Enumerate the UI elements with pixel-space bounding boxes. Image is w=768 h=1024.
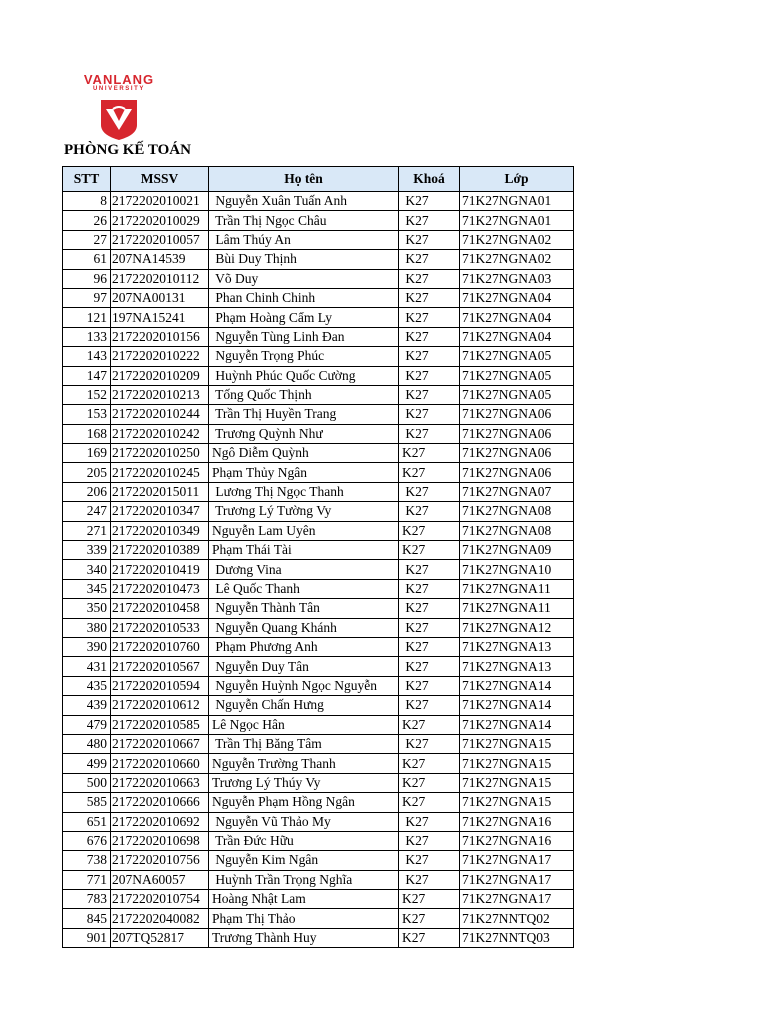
cell-khoa: K27 (399, 773, 460, 792)
cell-stt: 499 (63, 754, 111, 773)
cell-name: Trương Lý Tường Vy (209, 502, 399, 521)
cell-name: Trần Thị Ngọc Châu (209, 211, 399, 230)
cell-lop: 71K27NGNA15 (460, 754, 574, 773)
cell-khoa: K27 (399, 502, 460, 521)
department-title: PHÒNG KẾ TOÁN (64, 142, 191, 158)
cell-lop: 71K27NGNA06 (460, 463, 574, 482)
vanlang-logo (74, 72, 164, 144)
cell-lop: 71K27NGNA17 (460, 870, 574, 889)
table-row (63, 405, 574, 424)
cell-mssv: 2172202010533 (111, 618, 209, 637)
cell-name: Huỳnh Phúc Quốc Cường (209, 366, 399, 385)
cell-stt: 206 (63, 482, 111, 501)
cell-khoa: K27 (399, 618, 460, 637)
cell-stt: 152 (63, 385, 111, 404)
cell-khoa: K27 (399, 463, 460, 482)
cell-khoa: K27 (399, 851, 460, 870)
cell-khoa: K27 (399, 676, 460, 695)
cell-stt: 205 (63, 463, 111, 482)
cell-lop: 71K27NGNA05 (460, 366, 574, 385)
table-row (63, 444, 574, 463)
cell-mssv: 207NA14539 (111, 250, 209, 269)
cell-name: Nguyễn Lam Uyên (209, 521, 399, 540)
table-row (63, 851, 574, 870)
cell-khoa: K27 (399, 366, 460, 385)
cell-mssv: 2172202010021 (111, 192, 209, 211)
cell-mssv: 2172202010156 (111, 327, 209, 346)
cell-stt: 169 (63, 444, 111, 463)
cell-lop: 71K27NGNA12 (460, 618, 574, 637)
cell-stt: 8 (63, 192, 111, 211)
table-row (63, 637, 574, 656)
cell-lop: 71K27NGNA06 (460, 444, 574, 463)
cell-name: Trần Thị Băng Tâm (209, 734, 399, 753)
cell-lop: 71K27NGNA01 (460, 192, 574, 211)
cell-mssv: 2172202010349 (111, 521, 209, 540)
cell-khoa: K27 (399, 308, 460, 327)
cell-lop: 71K27NGNA13 (460, 657, 574, 676)
header-lop: Lớp (460, 167, 574, 192)
table-row (63, 424, 574, 443)
cell-mssv: 2172202010057 (111, 230, 209, 249)
logo-sub-text: UNIVERSITY (92, 86, 145, 92)
cell-khoa: K27 (399, 870, 460, 889)
cell-stt: 271 (63, 521, 111, 540)
cell-stt: 345 (63, 579, 111, 598)
cell-stt: 350 (63, 599, 111, 618)
cell-khoa: K27 (399, 909, 460, 928)
cell-name: Nguyễn Duy Tân (209, 657, 399, 676)
cell-name: Phạm Hoàng Cẩm Ly (209, 308, 399, 327)
cell-lop: 71K27NGNA14 (460, 715, 574, 734)
cell-mssv: 2172202010213 (111, 385, 209, 404)
cell-name: Nguyễn Tùng Linh Đan (209, 327, 399, 346)
cell-stt: 585 (63, 793, 111, 812)
cell-stt: 26 (63, 211, 111, 230)
cell-mssv: 2172202010250 (111, 444, 209, 463)
cell-stt: 480 (63, 734, 111, 753)
table-row (63, 327, 574, 346)
cell-name: Tống Quốc Thịnh (209, 385, 399, 404)
table-row (63, 288, 574, 307)
cell-name: Nguyễn Trọng Phúc (209, 347, 399, 366)
table-row (63, 696, 574, 715)
cell-stt: 771 (63, 870, 111, 889)
cell-lop: 71K27NGNA15 (460, 793, 574, 812)
cell-stt: 27 (63, 230, 111, 249)
cell-mssv: 2172202040082 (111, 909, 209, 928)
table-row (63, 754, 574, 773)
cell-name: Nguyễn Phạm Hồng Ngân (209, 793, 399, 812)
cell-mssv: 2172202010585 (111, 715, 209, 734)
cell-mssv: 2172202010663 (111, 773, 209, 792)
cell-khoa: K27 (399, 793, 460, 812)
cell-khoa: K27 (399, 405, 460, 424)
table-row (63, 890, 574, 909)
cell-name: Nguyễn Trường Thanh (209, 754, 399, 773)
cell-khoa: K27 (399, 424, 460, 443)
table-row (63, 463, 574, 482)
cell-mssv: 2172202010760 (111, 637, 209, 656)
cell-name: Trương Lý Thúy Vy (209, 773, 399, 792)
cell-khoa: K27 (399, 890, 460, 909)
table-row (63, 773, 574, 792)
cell-lop: 71K27NGNA05 (460, 385, 574, 404)
cell-stt: 121 (63, 308, 111, 327)
table-row (63, 793, 574, 812)
cell-khoa: K27 (399, 269, 460, 288)
table-row (63, 541, 574, 560)
cell-lop: 71K27NGNA03 (460, 269, 574, 288)
table-header-row (63, 167, 574, 192)
table-row (63, 618, 574, 637)
cell-mssv: 2172202010458 (111, 599, 209, 618)
cell-mssv: 2172202010347 (111, 502, 209, 521)
cell-stt: 500 (63, 773, 111, 792)
cell-lop: 71K27NGNA08 (460, 521, 574, 540)
table-row (63, 560, 574, 579)
cell-stt: 431 (63, 657, 111, 676)
header-stt: STT (63, 167, 111, 192)
cell-lop: 71K27NGNA11 (460, 579, 574, 598)
table-row (63, 657, 574, 676)
cell-stt: 168 (63, 424, 111, 443)
cell-stt: 247 (63, 502, 111, 521)
cell-lop: 71K27NGNA01 (460, 211, 574, 230)
cell-name: Ngô Diễm Quỳnh (209, 444, 399, 463)
cell-khoa: K27 (399, 734, 460, 753)
cell-lop: 71K27NGNA16 (460, 812, 574, 831)
cell-stt: 783 (63, 890, 111, 909)
table-row (63, 482, 574, 501)
table-row (63, 385, 574, 404)
cell-lop: 71K27NGNA04 (460, 308, 574, 327)
student-table (62, 166, 574, 948)
cell-mssv: 2172202010242 (111, 424, 209, 443)
logo-brand-text: VANLANG (83, 72, 155, 87)
cell-khoa: K27 (399, 521, 460, 540)
cell-stt: 61 (63, 250, 111, 269)
cell-name: Phan Chinh Chinh (209, 288, 399, 307)
table-row (63, 347, 574, 366)
table-row (63, 192, 574, 211)
cell-name: Nguyễn Vũ Thảo My (209, 812, 399, 831)
table-row (63, 211, 574, 230)
cell-stt: 339 (63, 541, 111, 560)
table-row (63, 366, 574, 385)
cell-lop: 71K27NGNA02 (460, 250, 574, 269)
cell-khoa: K27 (399, 347, 460, 366)
header-khoa: Khoá (399, 167, 460, 192)
cell-stt: 479 (63, 715, 111, 734)
table-row (63, 269, 574, 288)
cell-name: Dương Vina (209, 560, 399, 579)
cell-name: Trần Thị Huyền Trang (209, 405, 399, 424)
cell-name: Nguyễn Chấn Hưng (209, 696, 399, 715)
cell-mssv: 2172202010612 (111, 696, 209, 715)
cell-khoa: K27 (399, 754, 460, 773)
cell-lop: 71K27NGNA15 (460, 734, 574, 753)
cell-stt: 97 (63, 288, 111, 307)
cell-mssv: 197NA15241 (111, 308, 209, 327)
cell-khoa: K27 (399, 657, 460, 676)
cell-lop: 71K27NGNA15 (460, 773, 574, 792)
cell-lop: 71K27NGNA06 (460, 405, 574, 424)
cell-lop: 71K27NNTQ02 (460, 909, 574, 928)
cell-stt: 153 (63, 405, 111, 424)
cell-lop: 71K27NGNA07 (460, 482, 574, 501)
cell-mssv: 2172202015011 (111, 482, 209, 501)
cell-name: Huỳnh Trần Trọng Nghĩa (209, 870, 399, 889)
cell-name: Phạm Phương Anh (209, 637, 399, 656)
table-row (63, 250, 574, 269)
cell-lop: 71K27NGNA17 (460, 851, 574, 870)
table-row (63, 308, 574, 327)
cell-khoa: K27 (399, 715, 460, 734)
cell-name: Trương Thành Huy (209, 928, 399, 947)
cell-name: Lê Quốc Thanh (209, 579, 399, 598)
cell-stt: 96 (63, 269, 111, 288)
header-mssv: MSSV (111, 167, 209, 192)
cell-khoa: K27 (399, 444, 460, 463)
table-row (63, 909, 574, 928)
table-row (63, 676, 574, 695)
cell-mssv: 2172202010754 (111, 890, 209, 909)
cell-khoa: K27 (399, 637, 460, 656)
cell-khoa: K27 (399, 560, 460, 579)
cell-stt: 133 (63, 327, 111, 346)
cell-khoa: K27 (399, 250, 460, 269)
cell-mssv: 2172202010209 (111, 366, 209, 385)
cell-name: Nguyễn Kim Ngân (209, 851, 399, 870)
cell-lop: 71K27NGNA17 (460, 890, 574, 909)
cell-khoa: K27 (399, 211, 460, 230)
cell-khoa: K27 (399, 599, 460, 618)
table-row (63, 812, 574, 831)
header-name: Họ tên (209, 167, 399, 192)
cell-lop: 71K27NGNA04 (460, 288, 574, 307)
cell-name: Nguyễn Huỳnh Ngọc Nguyễn (209, 676, 399, 695)
table-row (63, 870, 574, 889)
cell-name: Võ Duy (209, 269, 399, 288)
table-row (63, 831, 574, 850)
cell-mssv: 2172202010756 (111, 851, 209, 870)
cell-name: Phạm Thủy Ngân (209, 463, 399, 482)
cell-lop: 71K27NGNA09 (460, 541, 574, 560)
table-row (63, 928, 574, 947)
table-body (63, 192, 574, 948)
cell-mssv: 2172202010473 (111, 579, 209, 598)
cell-name: Trương Quỳnh Như (209, 424, 399, 443)
cell-khoa: K27 (399, 812, 460, 831)
cell-khoa: K27 (399, 192, 460, 211)
cell-mssv: 2172202010112 (111, 269, 209, 288)
table-row (63, 715, 574, 734)
cell-khoa: K27 (399, 288, 460, 307)
cell-lop: 71K27NGNA02 (460, 230, 574, 249)
cell-mssv: 2172202010667 (111, 734, 209, 753)
cell-name: Nguyễn Quang Khánh (209, 618, 399, 637)
shield-logo-icon (100, 99, 138, 141)
cell-khoa: K27 (399, 579, 460, 598)
cell-lop: 71K27NGNA14 (460, 696, 574, 715)
cell-mssv: 2172202010594 (111, 676, 209, 695)
table-row (63, 734, 574, 753)
cell-mssv: 2172202010666 (111, 793, 209, 812)
cell-stt: 380 (63, 618, 111, 637)
cell-mssv: 2172202010660 (111, 754, 209, 773)
cell-stt: 435 (63, 676, 111, 695)
cell-name: Nguyễn Thành Tân (209, 599, 399, 618)
cell-khoa: K27 (399, 385, 460, 404)
cell-stt: 738 (63, 851, 111, 870)
cell-lop: 71K27NGNA10 (460, 560, 574, 579)
cell-lop: 71K27NGNA14 (460, 676, 574, 695)
cell-name: Lương Thị Ngọc Thanh (209, 482, 399, 501)
cell-mssv: 2172202010419 (111, 560, 209, 579)
table-row (63, 579, 574, 598)
table-row (63, 502, 574, 521)
table-row (63, 230, 574, 249)
cell-stt: 147 (63, 366, 111, 385)
cell-khoa: K27 (399, 230, 460, 249)
cell-name: Phạm Thị Thảo (209, 909, 399, 928)
cell-lop: 71K27NGNA16 (460, 831, 574, 850)
cell-stt: 340 (63, 560, 111, 579)
cell-stt: 143 (63, 347, 111, 366)
cell-stt: 439 (63, 696, 111, 715)
cell-name: Trần Đức Hữu (209, 831, 399, 850)
cell-mssv: 2172202010389 (111, 541, 209, 560)
cell-khoa: K27 (399, 327, 460, 346)
cell-name: Lê Ngọc Hân (209, 715, 399, 734)
cell-khoa: K27 (399, 482, 460, 501)
cell-name: Bùi Duy Thịnh (209, 250, 399, 269)
cell-mssv: 2172202010567 (111, 657, 209, 676)
cell-name: Phạm Thái Tài (209, 541, 399, 560)
cell-mssv: 2172202010245 (111, 463, 209, 482)
cell-mssv: 2172202010698 (111, 831, 209, 850)
table-row (63, 521, 574, 540)
cell-name: Nguyễn Xuân Tuấn Anh (209, 192, 399, 211)
cell-khoa: K27 (399, 696, 460, 715)
cell-stt: 901 (63, 928, 111, 947)
cell-lop: 71K27NGNA05 (460, 347, 574, 366)
cell-lop: 71K27NGNA06 (460, 424, 574, 443)
cell-stt: 845 (63, 909, 111, 928)
cell-mssv: 207NA00131 (111, 288, 209, 307)
cell-stt: 676 (63, 831, 111, 850)
cell-mssv: 2172202010244 (111, 405, 209, 424)
cell-mssv: 207TQ52817 (111, 928, 209, 947)
cell-name: Hoàng Nhật Lam (209, 890, 399, 909)
cell-mssv: 2172202010692 (111, 812, 209, 831)
cell-name: Lâm Thúy An (209, 230, 399, 249)
table-row (63, 599, 574, 618)
cell-lop: 71K27NGNA08 (460, 502, 574, 521)
cell-mssv: 2172202010222 (111, 347, 209, 366)
cell-khoa: K27 (399, 928, 460, 947)
cell-stt: 390 (63, 637, 111, 656)
cell-khoa: K27 (399, 831, 460, 850)
cell-mssv: 2172202010029 (111, 211, 209, 230)
cell-lop: 71K27NGNA11 (460, 599, 574, 618)
cell-stt: 651 (63, 812, 111, 831)
cell-khoa: K27 (399, 541, 460, 560)
cell-lop: 71K27NNTQ03 (460, 928, 574, 947)
cell-lop: 71K27NGNA04 (460, 327, 574, 346)
cell-mssv: 207NA60057 (111, 870, 209, 889)
cell-lop: 71K27NGNA13 (460, 637, 574, 656)
